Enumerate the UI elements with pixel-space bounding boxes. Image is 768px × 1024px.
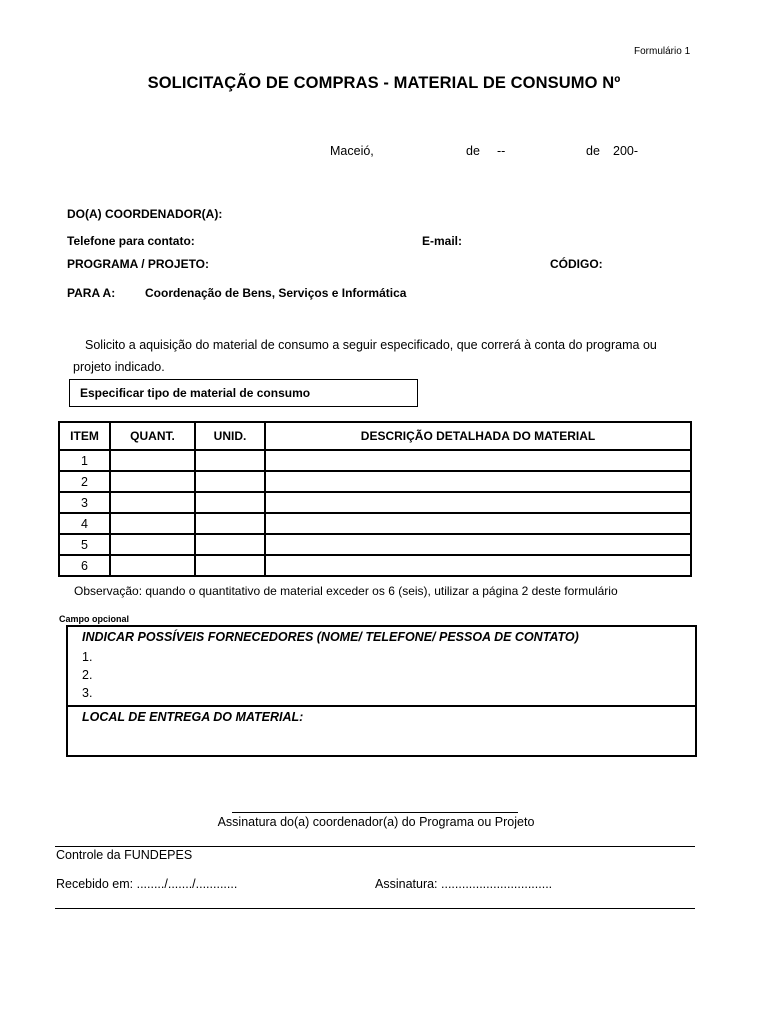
signature-label: Assinatura do(a) coordenador(a) do Programa ou Projeto bbox=[217, 815, 535, 829]
dateline-city: Maceió, bbox=[330, 144, 374, 158]
request-text: Solicito a aquisição do material de consumo a seguir especificado, que correrá à conta do programa ou projeto indicado. bbox=[73, 338, 657, 374]
suppliers-heading: INDICAR POSSÍVEIS FORNECEDORES (NOME/ TELEFONE/ PESSOA DE CONTATO) bbox=[82, 630, 579, 644]
description-cell[interactable] bbox=[265, 534, 691, 555]
coordinator-label: DO(A) COORDENADOR(A): bbox=[67, 207, 223, 221]
dateline-year: 200- bbox=[613, 144, 639, 158]
quant-cell[interactable] bbox=[110, 492, 195, 513]
supplier-line-3[interactable]: 3. bbox=[82, 686, 93, 700]
quant-cell[interactable] bbox=[110, 471, 195, 492]
suppliers-box bbox=[66, 625, 697, 757]
control-signature-field[interactable]: Assinatura: ................................ bbox=[375, 877, 553, 891]
description-cell[interactable] bbox=[265, 513, 691, 534]
description-cell[interactable] bbox=[265, 471, 691, 492]
unid-cell[interactable] bbox=[195, 471, 265, 492]
observation-note: Observação: quando o quantitativo de material exceder os 6 (seis), utilizar a página 2 deste formulário bbox=[74, 584, 618, 598]
code-label: CÓDIGO: bbox=[550, 257, 603, 271]
col-description: DESCRIÇÃO DETALHADA DO MATERIAL bbox=[265, 422, 691, 450]
supplier-line-2[interactable]: 2. bbox=[82, 668, 93, 682]
dateline-de-1: de bbox=[466, 144, 480, 158]
delivery-heading: LOCAL DE ENTREGA DO MATERIAL: bbox=[82, 710, 304, 724]
quant-cell[interactable] bbox=[110, 513, 195, 534]
form-number: Formulário 1 bbox=[634, 46, 691, 57]
email-label: E-mail: bbox=[422, 234, 463, 248]
received-field[interactable]: Recebido em: ......../......./............ bbox=[56, 877, 238, 891]
quant-cell[interactable] bbox=[110, 555, 195, 576]
unid-cell[interactable] bbox=[195, 534, 265, 555]
item-number: 5 bbox=[59, 534, 110, 555]
material-type-label: Especificar tipo de material de consumo bbox=[80, 386, 311, 400]
phone-label: Telefone para contato: bbox=[67, 234, 195, 248]
unid-cell[interactable] bbox=[195, 513, 265, 534]
control-divider-bottom bbox=[55, 908, 695, 909]
material-type-box[interactable] bbox=[69, 379, 418, 407]
unid-cell[interactable] bbox=[195, 555, 265, 576]
quant-cell[interactable] bbox=[110, 450, 195, 471]
table-row bbox=[59, 492, 691, 513]
control-divider-top bbox=[55, 846, 695, 847]
table-row bbox=[59, 555, 691, 576]
suppliers-divider bbox=[68, 705, 695, 707]
request-paragraph bbox=[73, 334, 693, 378]
description-cell[interactable] bbox=[265, 492, 691, 513]
col-unid: UNID. bbox=[195, 422, 265, 450]
description-cell[interactable] bbox=[265, 555, 691, 576]
supplier-line-1[interactable]: 1. bbox=[82, 650, 93, 664]
page-title: SOLICITAÇÃO DE COMPRAS - MATERIAL DE CONSUMO Nº bbox=[147, 74, 621, 92]
table-row bbox=[59, 513, 691, 534]
quant-cell[interactable] bbox=[110, 534, 195, 555]
optional-field-label: Campo opcional bbox=[59, 614, 130, 624]
description-cell[interactable] bbox=[265, 450, 691, 471]
items-table-header bbox=[59, 422, 691, 450]
to-label: PARA A: bbox=[67, 286, 116, 300]
item-number: 2 bbox=[59, 471, 110, 492]
control-title: Controle da FUNDEPES bbox=[56, 848, 193, 862]
item-number: 3 bbox=[59, 492, 110, 513]
items-table bbox=[58, 421, 692, 577]
unid-cell[interactable] bbox=[195, 450, 265, 471]
table-row bbox=[59, 534, 691, 555]
program-label: PROGRAMA / PROJETO: bbox=[67, 257, 210, 271]
table-row bbox=[59, 450, 691, 471]
unid-cell[interactable] bbox=[195, 492, 265, 513]
col-quant: QUANT. bbox=[110, 422, 195, 450]
col-item: ITEM bbox=[59, 422, 110, 450]
to-value: Coordenação de Bens, Serviços e Informática bbox=[145, 286, 407, 300]
table-row bbox=[59, 471, 691, 492]
item-number: 6 bbox=[59, 555, 110, 576]
dateline-de-2: de bbox=[586, 144, 600, 158]
item-number: 1 bbox=[59, 450, 110, 471]
item-number: 4 bbox=[59, 513, 110, 534]
dateline-month: -- bbox=[497, 144, 506, 158]
signature-line bbox=[232, 812, 518, 813]
